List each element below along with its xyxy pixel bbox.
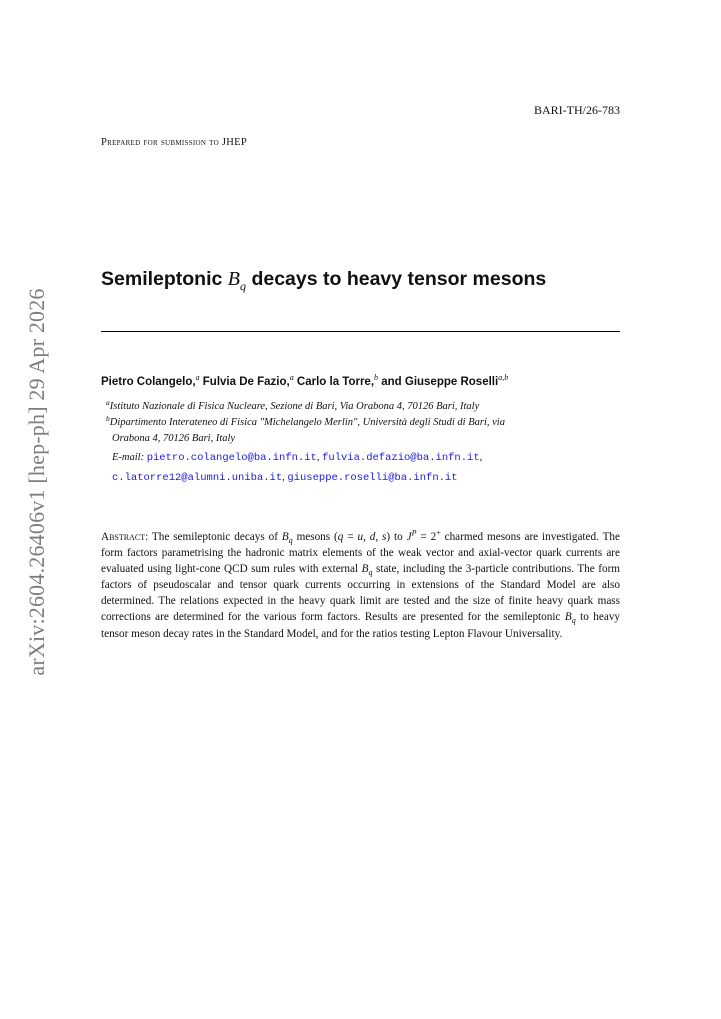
abstract: Abstract: The semileptonic decays of $B_q$ mesons (q = u, d, s) to $J^P = 2^+$ charmed mesons are investigated. The form factors parametrising the hadronic matrix elements of the weak vector and axial-vector quark currents are evaluated using light-cone QCD sum rules with external $B_q$ state, including the 3-particle contributions. The form factors of pseudoscalar and tensor quark currents occurring in extensions of the Standard Model are also determined. The relations expected in the heavy quark limit are tested and the size of finite heavy quark mass corrections are determined for the various form factors. Results are presented for the semileptonic $B_q$ to heavy tensor meson decay rates in the Standard Model, and for the ratios testing Lepton Flavour Universality. [101,528,621,640]
author-affiliation-mark: a [289,373,294,382]
affiliation-text: Dipartimento Interateneo di Fisica "Michelangelo Merlin", Università degli Studi di Bari, via [109,417,505,428]
author-list [101,373,508,388]
title-prefix: Semileptonic [101,268,223,290]
affiliation-label: a [106,398,110,407]
author-name: Pietro Colangelo, [101,376,196,388]
report-number: BARI-TH/26-783 [534,103,620,117]
title-suffix: decays to heavy tensor mesons [251,268,547,290]
title-rule [101,331,620,332]
author-name: Fulvia De Fazio, [202,376,290,388]
email-link[interactable]: pietro.colangelo@ba.infn.it [146,452,317,464]
email-link[interactable]: giuseppe.roselli@ba.infn.it [287,472,458,484]
arxiv-identifier-stamp: arXiv:2604.26406v1 [hep-ph] 29 Apr 2026 [24,288,49,676]
affiliation-text-continued: Orabona 4, 70126 Bari, Italy [112,433,236,444]
author-name: and Giuseppe Roselli [381,376,499,388]
paper-title [101,268,546,294]
email-link[interactable]: fulvia.defazio@ba.infn.it [322,452,480,464]
email-link[interactable]: c.latorre12@alumni.uniba.it [112,472,283,484]
prepared-for-journal: Prepared for submission to JHEP [101,137,248,148]
email-block: E-mail: pietro.colangelo@ba.infn.it, fulvia.defazio@ba.infn.it, c.latorre12@alumni.uniba.it, giuseppe.roselli@ba.infn.it [112,452,483,484]
author-name: Carlo la Torre, [296,376,375,388]
affiliation-b [106,411,620,447]
abstract-heading: Abstract: [101,531,149,543]
affiliation-label: b [106,414,110,423]
title-math-symbol: $B_q$ [227,268,247,293]
author-affiliation-mark: a,b [498,373,509,382]
author-affiliation-mark: b [374,373,379,382]
affiliation-text: Istituto Nazionale di Fisica Nucleare, Sezione di Bari, Via Orabona 4, 70126 Bari, Italy [109,401,480,412]
email-label: E-mail: [112,452,145,463]
author-affiliation-mark: a [195,373,200,382]
